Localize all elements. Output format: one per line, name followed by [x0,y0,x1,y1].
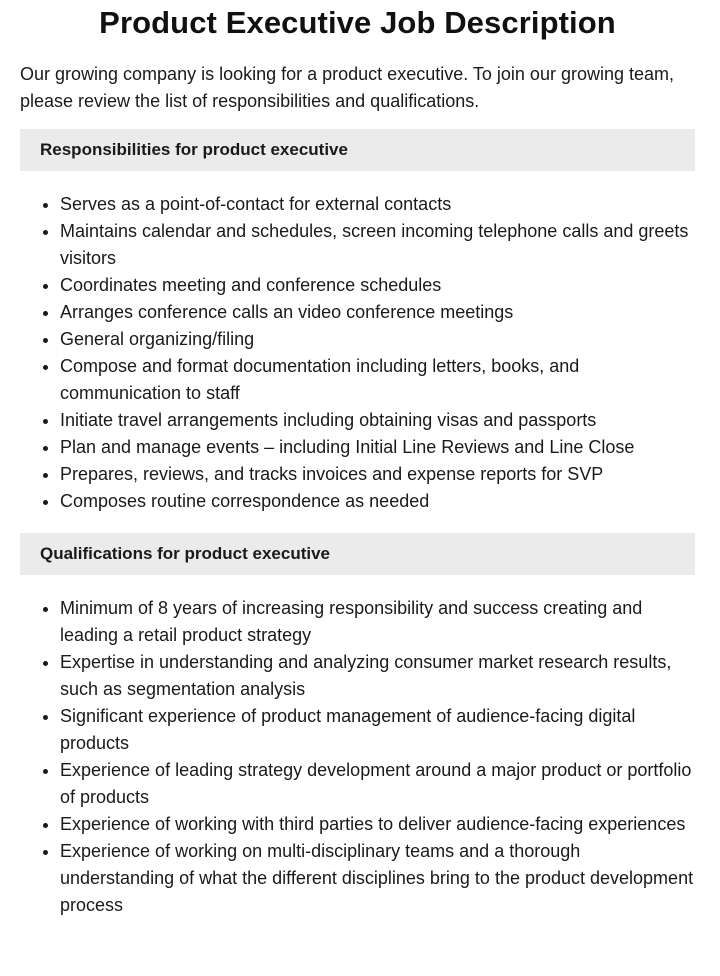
list-item: • Serves as a point-of-contact for external contacts [60,191,695,218]
qualifications-heading: Qualifications for product executive [20,533,695,575]
list-item: • Plan and manage events – including Initial Line Reviews and Line Close [60,434,695,461]
list-item: • General organizing/filing [60,326,695,353]
list-item: • Prepares, reviews, and tracks invoices and expense reports for SVP [60,461,695,488]
list-item: • Initiate travel arrangements including obtaining visas and passports [60,407,695,434]
responsibilities-list [20,191,695,515]
list-item: • Significant experience of product management of audience-facing digital products [60,703,695,757]
list-item: • Expertise in understanding and analyzing consumer market research results, such as segmentation analysis [60,649,695,703]
list-item: • Compose and format documentation including letters, books, and communication to staff [60,353,695,407]
list-item: • Maintains calendar and schedules, screen incoming telephone calls and greets visitors [60,218,695,272]
list-item: • Coordinates meeting and conference schedules [60,272,695,299]
list-item: • Experience of working with third parties to deliver audience-facing experiences [60,811,695,838]
responsibilities-heading: Responsibilities for product executive [20,129,695,171]
page-title: Product Executive Job Description [99,5,616,40]
list-item: • Arranges conference calls an video conference meetings [60,299,695,326]
list-item: • Experience of working on multi-disciplinary teams and a thorough understanding of what the different disciplines bring to the product development process [60,838,695,919]
list-item: • Experience of leading strategy development around a major product or portfolio of products [60,757,695,811]
qualifications-list [20,595,695,919]
intro-paragraph: Our growing company is looking for a product executive. To join our growing team, please review the list of responsibilities and qualifications. [20,64,675,111]
list-item: • Minimum of 8 years of increasing responsibility and success creating and leading a retail product strategy [60,595,695,649]
list-item: • Composes routine correspondence as needed [60,488,695,515]
